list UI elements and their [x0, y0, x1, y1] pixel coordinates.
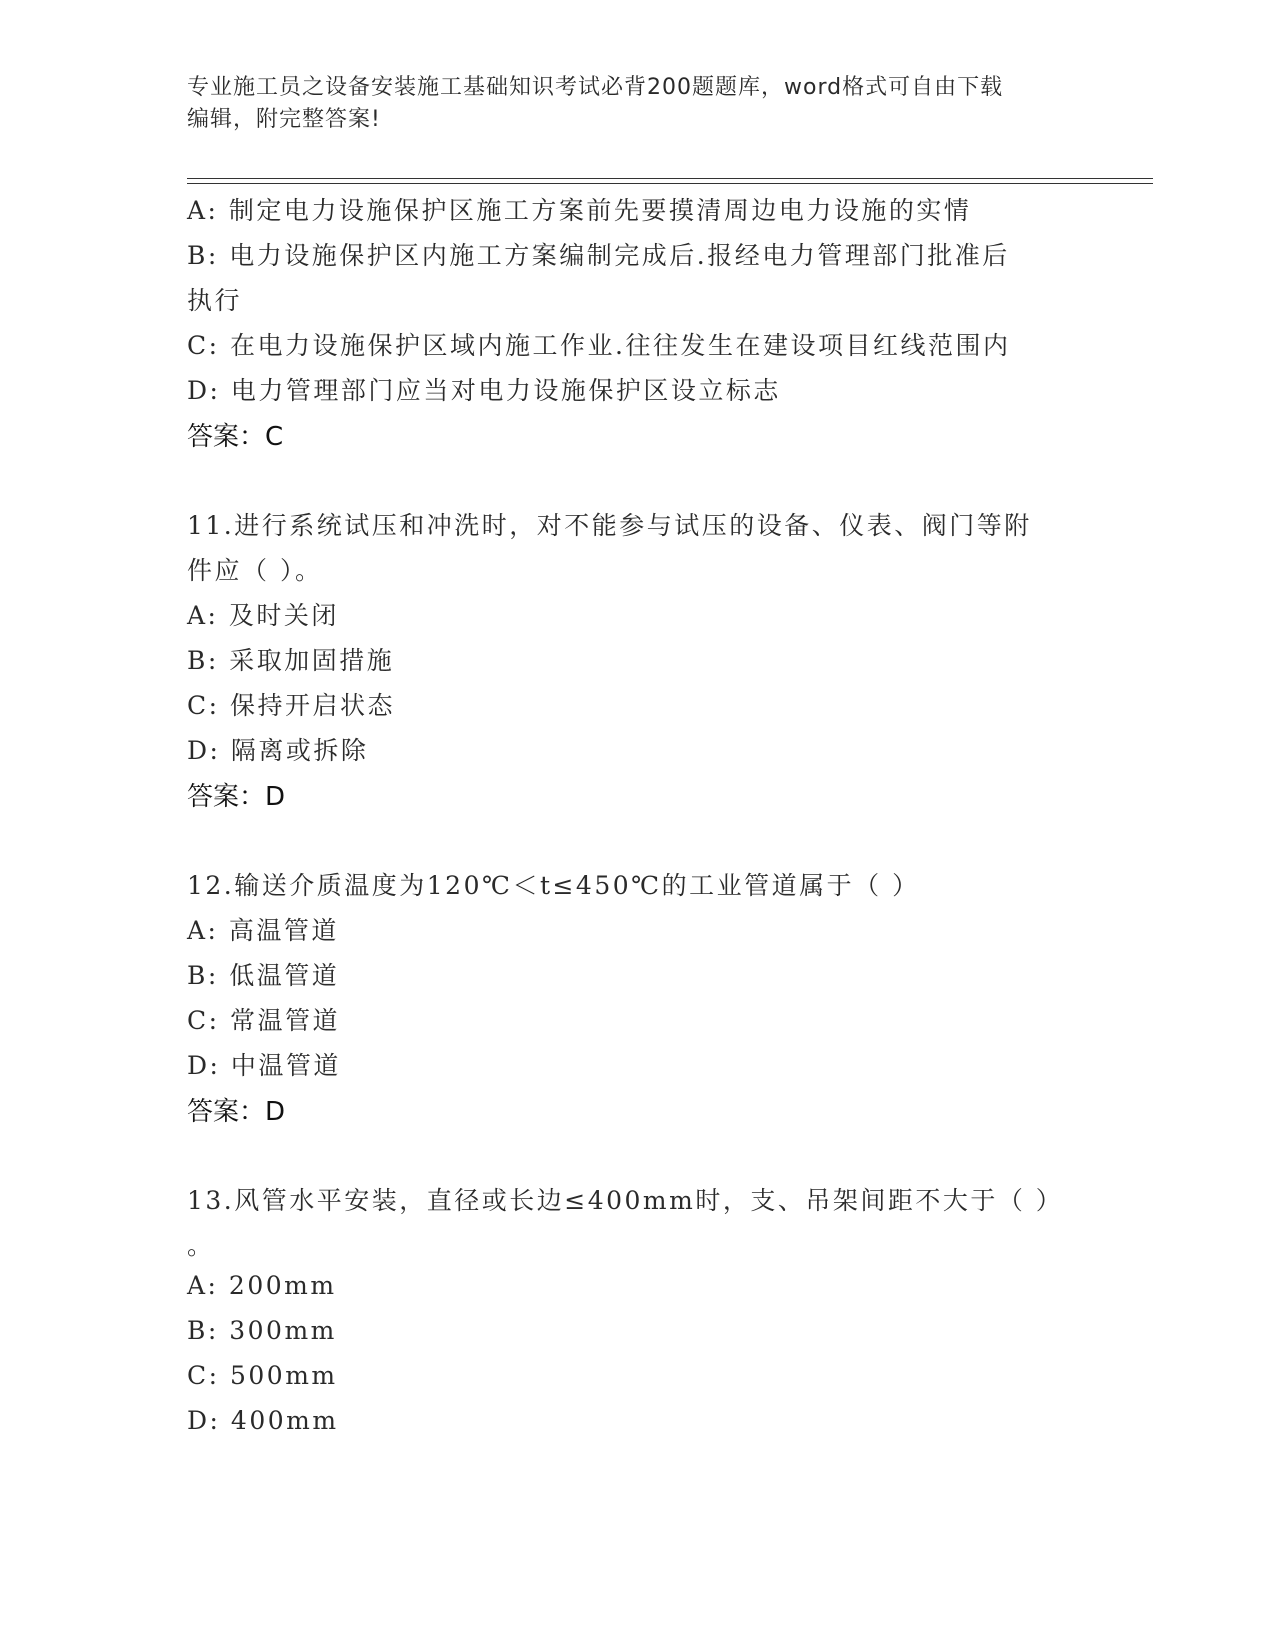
q10-option-b-line-2: 执行: [187, 286, 243, 315]
q11-option-d: D: 隔离或拆除: [187, 736, 369, 765]
q13-stem-line-2: 。: [187, 1231, 215, 1260]
q12-answer: 答案：D: [187, 1097, 286, 1127]
q13-option-b: B: 300mm: [187, 1316, 337, 1345]
q11-option-c: C: 保持开启状态: [187, 691, 395, 720]
q11-stem-line-1: 11.进行系统试压和冲洗时，对不能参与试压的设备、仪表、阀门等附: [187, 511, 1032, 540]
q13-stem-line-1: 13.风管水平安装，直径或长边≤400mm时，支、吊架间距不大于（ ）: [187, 1186, 1064, 1215]
q12-stem: 12.输送介质温度为120℃＜t≤450℃的工业管道属于（ ）: [187, 871, 920, 900]
q13-option-d: D: 400mm: [187, 1406, 339, 1435]
q11-answer: 答案：D: [187, 782, 286, 812]
q10-option-b-line-1: B: 电力设施保护区内施工方案编制完成后.报经电力管理部门批准后: [187, 241, 1010, 270]
q10-option-a: A: 制定电力设施保护区施工方案前先要摸清周边电力设施的实情: [187, 196, 972, 225]
header-divider-bottom: [187, 183, 1153, 184]
document-header: [187, 72, 1067, 136]
header-divider-top: [187, 178, 1153, 179]
q12-option-a: A: 高温管道: [187, 916, 339, 945]
q13-option-c: C: 500mm: [187, 1361, 338, 1390]
q10-option-c: C: 在电力设施保护区域内施工作业.往往发生在建设项目红线范围内: [187, 331, 1011, 360]
q13-option-a: A: 200mm: [187, 1271, 337, 1300]
header-title-line-2: 编辑，附完整答案!: [187, 107, 381, 132]
q12-option-c: C: 常温管道: [187, 1006, 340, 1035]
q11-option-b: B: 采取加固措施: [187, 646, 395, 675]
header-title-line-1: 专业施工员之设备安装施工基础知识考试必背200题题库，word格式可自由下载: [187, 75, 1004, 100]
q10-answer: 答案：C: [187, 422, 284, 452]
q11-stem-line-2: 件应（ ）。: [187, 556, 323, 585]
q10-option-d: D: 电力管理部门应当对电力设施保护区设立标志: [187, 376, 781, 405]
q11-option-a: A: 及时关闭: [187, 601, 339, 630]
q12-option-d: D: 中温管道: [187, 1051, 341, 1080]
q12-option-b: B: 低温管道: [187, 961, 340, 990]
